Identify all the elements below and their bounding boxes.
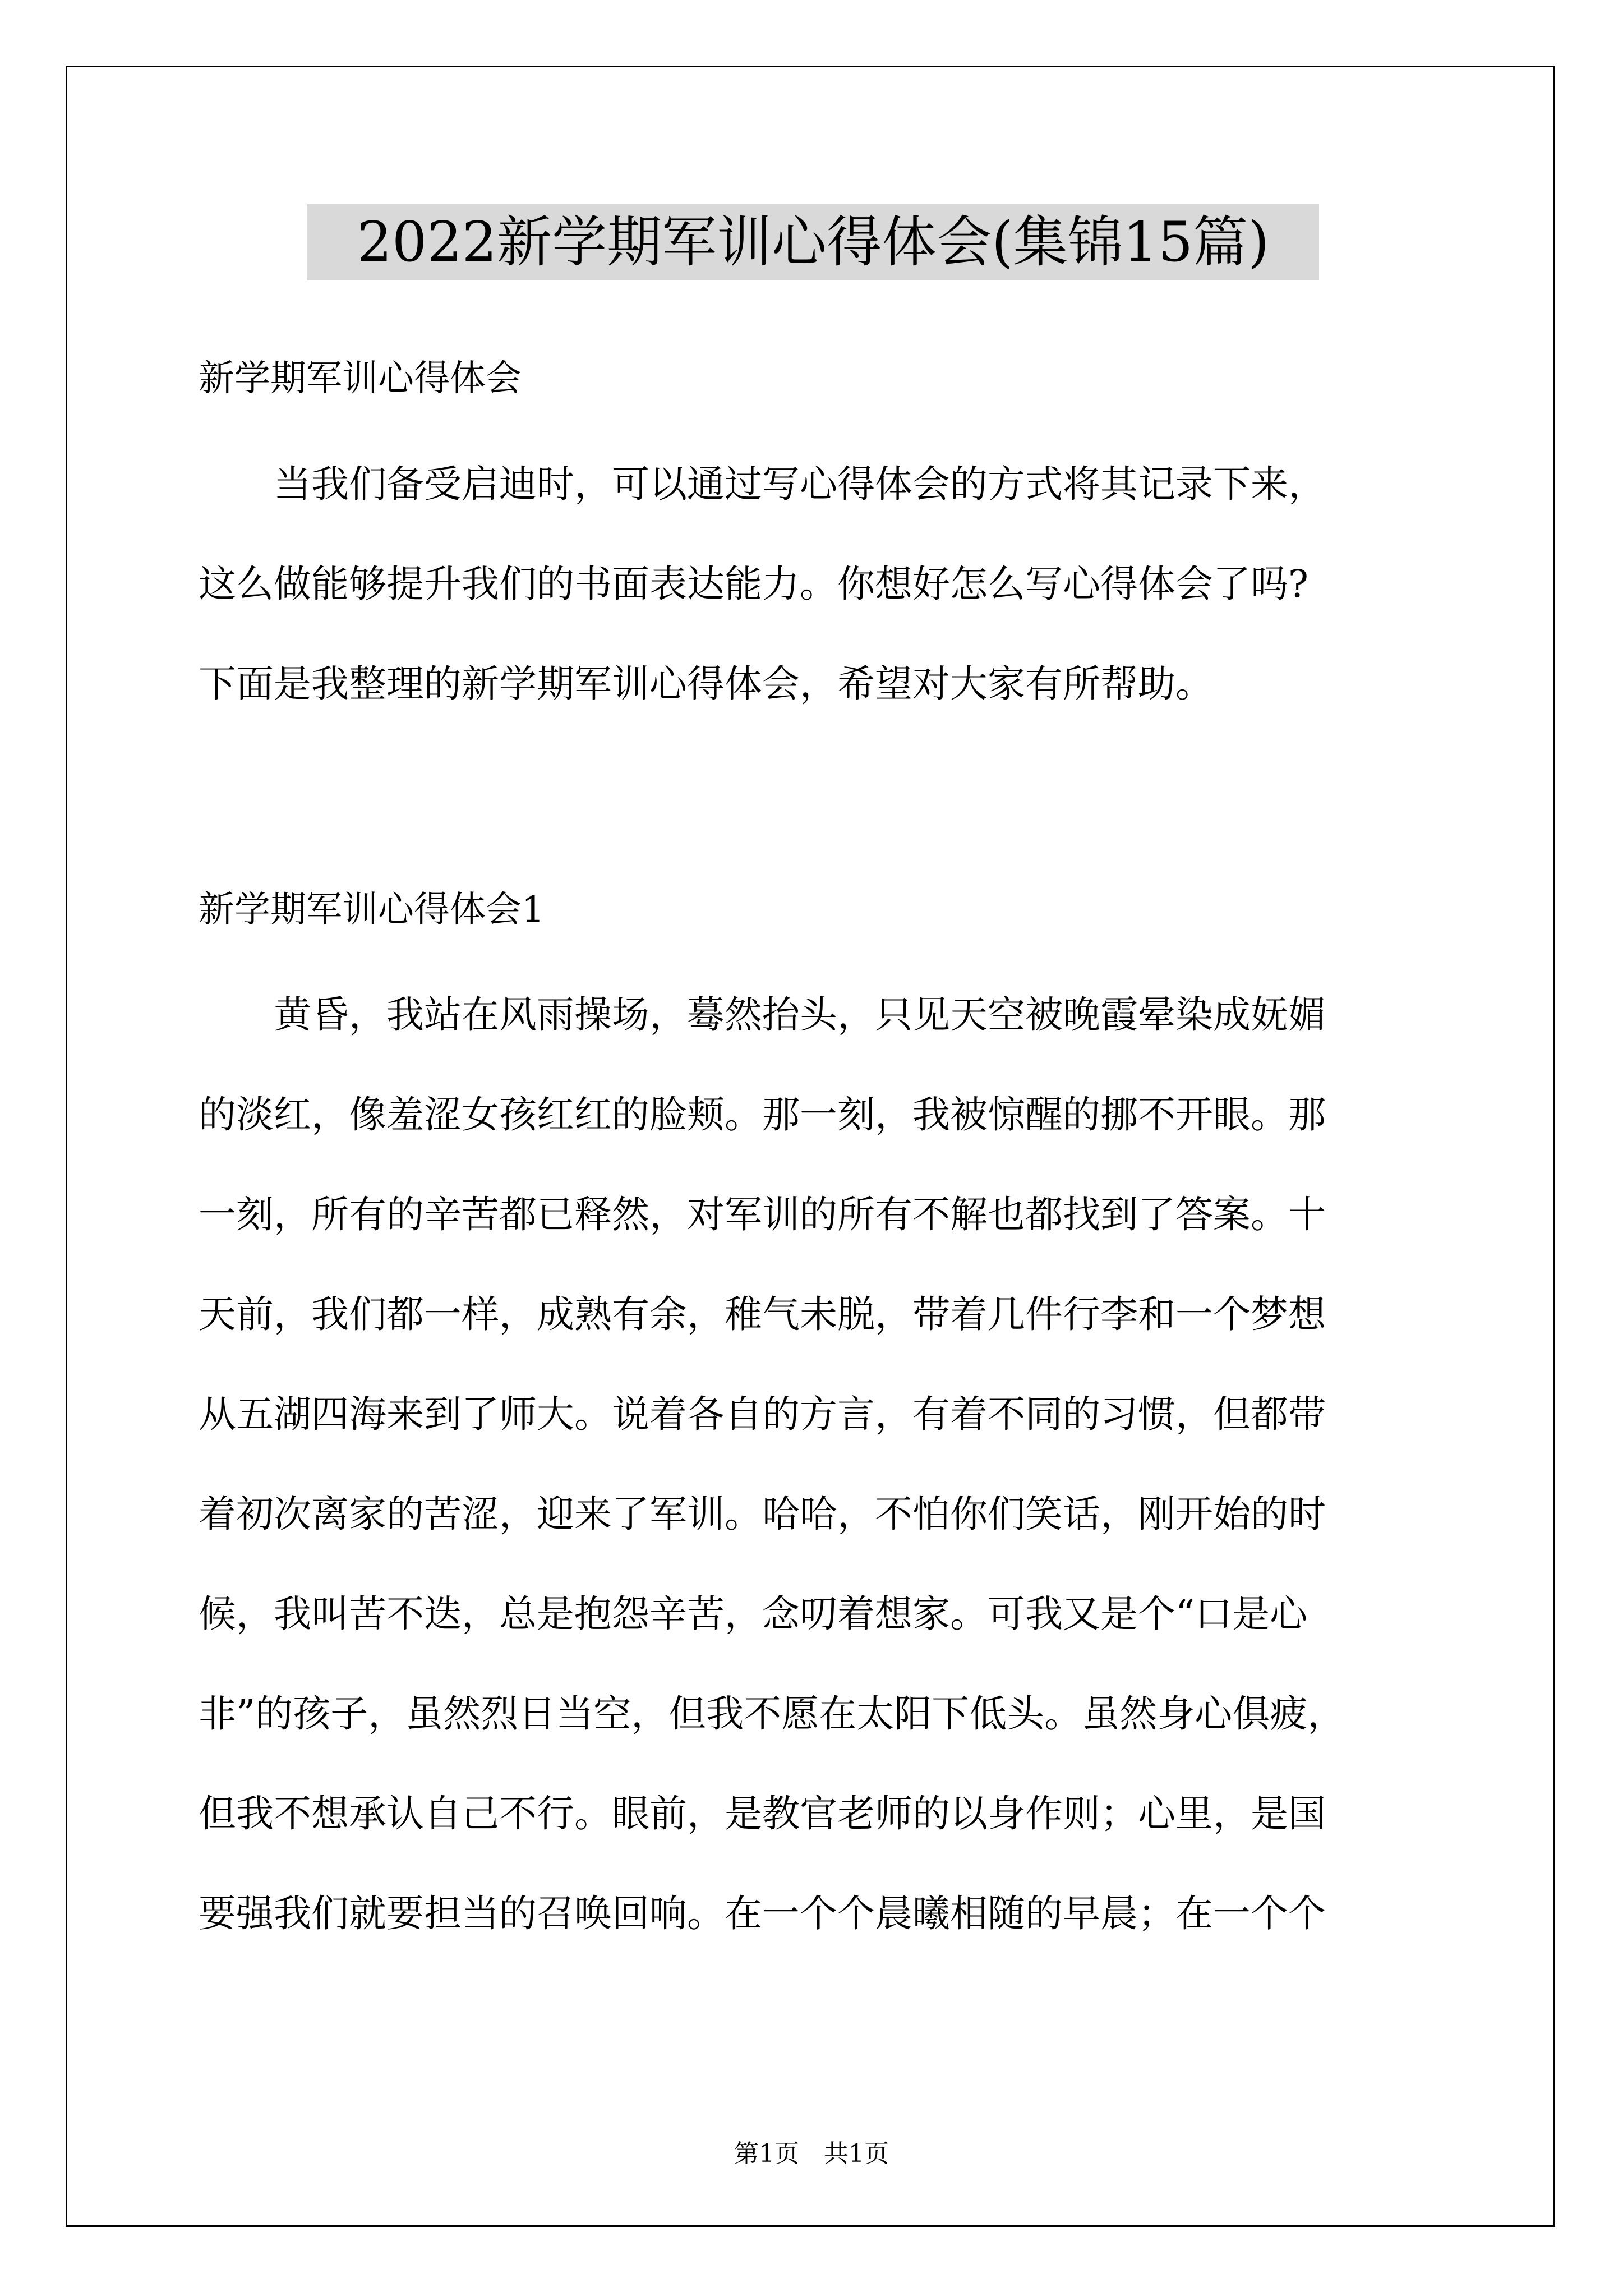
section-paragraph: [199, 987, 1432, 1985]
paragraph-line: 从五湖四海来到了师大。说着各自的方言，有着不同的习惯，但都带: [199, 1392, 1326, 1436]
paragraph-line: 当我们备受启迪时，可以通过写心得体会的方式将其记录下来，: [199, 462, 1326, 506]
paragraph-line: 着初次离家的苦涩，迎来了军训。哈哈，不怕你们笑话，刚开始的时: [199, 1492, 1326, 1536]
intro-paragraph: [199, 456, 1432, 756]
paragraph-line: 黄昏，我站在风雨操场，蓦然抬头，只见天空被晚霞晕染成妩媚: [199, 993, 1326, 1037]
paragraph-line: 非”的孩子，虽然烈日当空，但我不愿在太阳下低头。虽然身心俱疲，: [199, 1692, 1345, 1736]
paragraph-line: 候，我叫苦不迭，总是抱怨辛苦，念叨着想家。可我又是个“口是心: [199, 1592, 1308, 1636]
section-heading: 新学期军训心得体会1: [199, 889, 545, 931]
paragraph-line: 这么做能够提升我们的书面表达能力。你想好怎么写心得体会了吗?: [199, 562, 1308, 606]
paragraph-line: 但我不想承认自己不行。眼前，是教官老师的以身作则；心里，是国: [199, 1792, 1326, 1835]
paragraph-line: 天前，我们都一样，成熟有余，稚气未脱，带着几件行李和一个梦想: [199, 1292, 1326, 1336]
paragraph-line: 的淡红，像羞涩女孩红红的脸颊。那一刻，我被惊醒的挪不开眼。那: [199, 1093, 1326, 1137]
subtitle: 新学期军训心得体会: [199, 358, 522, 399]
document-title: 2022新学期军训心得体会(集锦15篇): [307, 204, 1319, 280]
paragraph-line: 一刻，所有的辛苦都已释然，对军训的所有不解也都找到了答案。十: [199, 1193, 1326, 1236]
paragraph-line: 下面是我整理的新学期军训心得体会，希望对大家有所帮助。: [199, 662, 1213, 706]
paragraph-line: 要强我们就要担当的召唤回响。在一个个晨曦相随的早晨；在一个个: [199, 1892, 1326, 1935]
page-footer: 第1页 共1页: [734, 2139, 889, 2168]
